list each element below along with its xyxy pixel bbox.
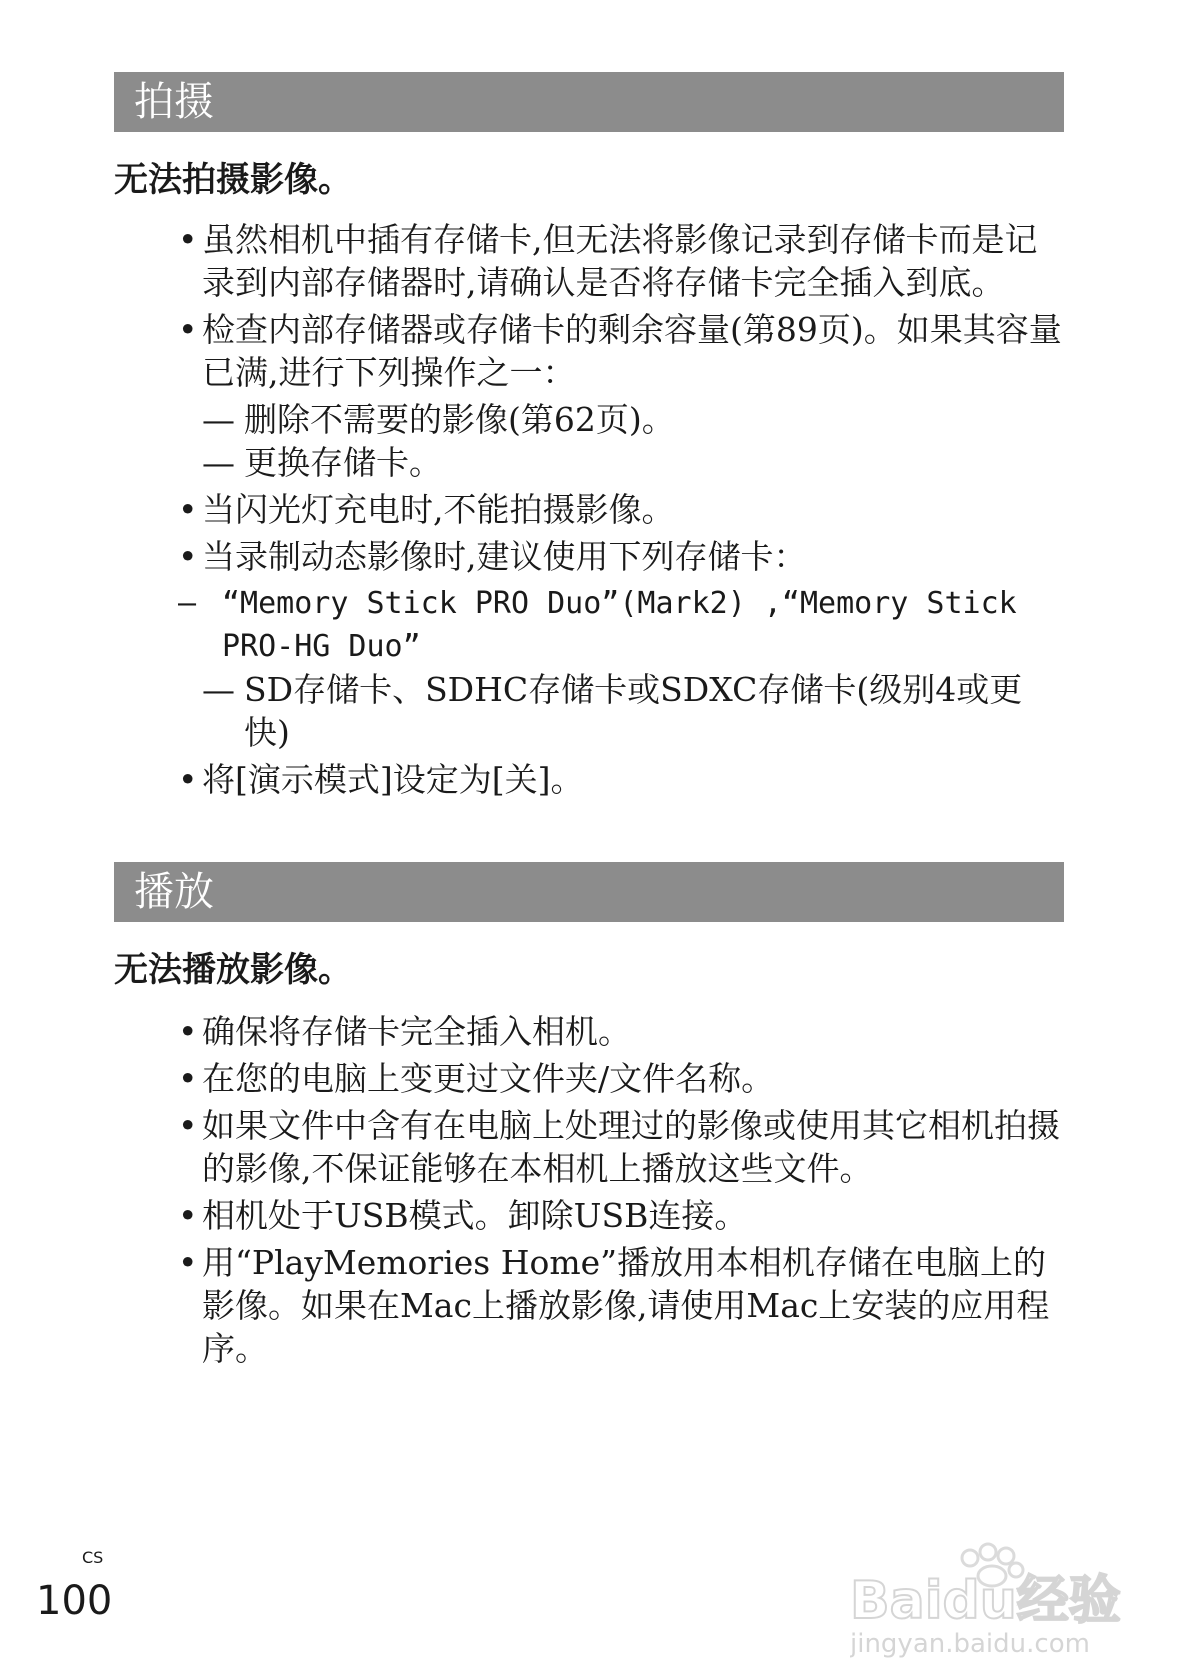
list-item: • 用“PlayMemories Home”播放用本相机存储在电脑上的影像。如果在Mac上播放影像,请使用Mac上安装的应用程序。 bbox=[178, 1243, 1050, 1368]
list-item: • 虽然相机中插有存储卡,但无法将影像记录到存储卡而是记录到内部存储器时,请确认是否将存储卡完全插入到底。 bbox=[178, 220, 1038, 302]
list-item: • 将[演示模式]设定为[关]。 bbox=[178, 760, 584, 799]
list-item: • 在您的电脑上变更过文件夹/文件名称。 bbox=[178, 1059, 775, 1098]
list-item: • 当录制动态影像时,建议使用下列存储卡： bbox=[178, 537, 807, 576]
watermark-brand: Baidu经验 bbox=[850, 1571, 1121, 1631]
playback-list bbox=[178, 1010, 1068, 1374]
bullet-icon: • bbox=[178, 537, 198, 576]
dash-icon: — bbox=[202, 443, 235, 482]
subheading-cannot-shoot: 无法拍摄影像。 bbox=[114, 160, 352, 200]
page-number: 100 bbox=[36, 1578, 113, 1624]
bullet-icon: • bbox=[178, 1196, 198, 1235]
sub-item: — “Memory Stick PRO Duo”(Mark2) ,“Memory Stick PRO-HG Duo” bbox=[178, 582, 1068, 668]
sub-item: — 更换存储卡。 bbox=[202, 443, 442, 482]
list-item: • 相机处于USB模式。卸除USB连接。 bbox=[178, 1196, 748, 1235]
bullet-icon: • bbox=[178, 1106, 198, 1145]
bullet-icon: • bbox=[178, 1012, 198, 1051]
section-title-playback: 播放 bbox=[114, 862, 1064, 922]
dash-icon: — bbox=[178, 586, 197, 621]
sub-item: — SD存储卡、SDHC存储卡或SDXC存储卡(级别4或更快) bbox=[202, 670, 1023, 752]
list-item: • 如果文件中含有在电脑上处理过的影像或使用其它相机拍摄的影像,不保证能够在本相机上播放这些文件。 bbox=[178, 1106, 1060, 1188]
baidu-watermark-logo bbox=[850, 1540, 1150, 1660]
bullet-icon: • bbox=[178, 1243, 198, 1282]
bullet-icon: • bbox=[178, 310, 198, 349]
bullet-icon: • bbox=[178, 490, 198, 529]
shooting-list bbox=[178, 218, 1068, 805]
bullet-icon: • bbox=[178, 220, 198, 259]
bullet-icon: • bbox=[178, 760, 198, 799]
sub-item: — 删除不需要的影像(第62页)。 bbox=[202, 400, 675, 439]
list-item: • 当闪光灯充电时,不能拍摄影像。 bbox=[178, 490, 675, 529]
watermark-url: jingyan.baidu.com bbox=[850, 1629, 1090, 1659]
dash-icon: — bbox=[202, 670, 235, 709]
dash-icon: — bbox=[202, 400, 235, 439]
page-language-code: CS bbox=[82, 1548, 104, 1567]
list-item: • 确保将存储卡完全插入相机。 bbox=[178, 1012, 631, 1051]
subheading-cannot-play: 无法播放影像。 bbox=[114, 950, 352, 990]
paw-icon bbox=[850, 1540, 1150, 1660]
list-item: • 检查内部存储器或存储卡的剩余容量(第89页)。如果其容量已满,进行下列操作之一： bbox=[178, 310, 1062, 392]
section-title-shooting: 拍摄 bbox=[114, 72, 1064, 132]
bullet-icon: • bbox=[178, 1059, 198, 1098]
